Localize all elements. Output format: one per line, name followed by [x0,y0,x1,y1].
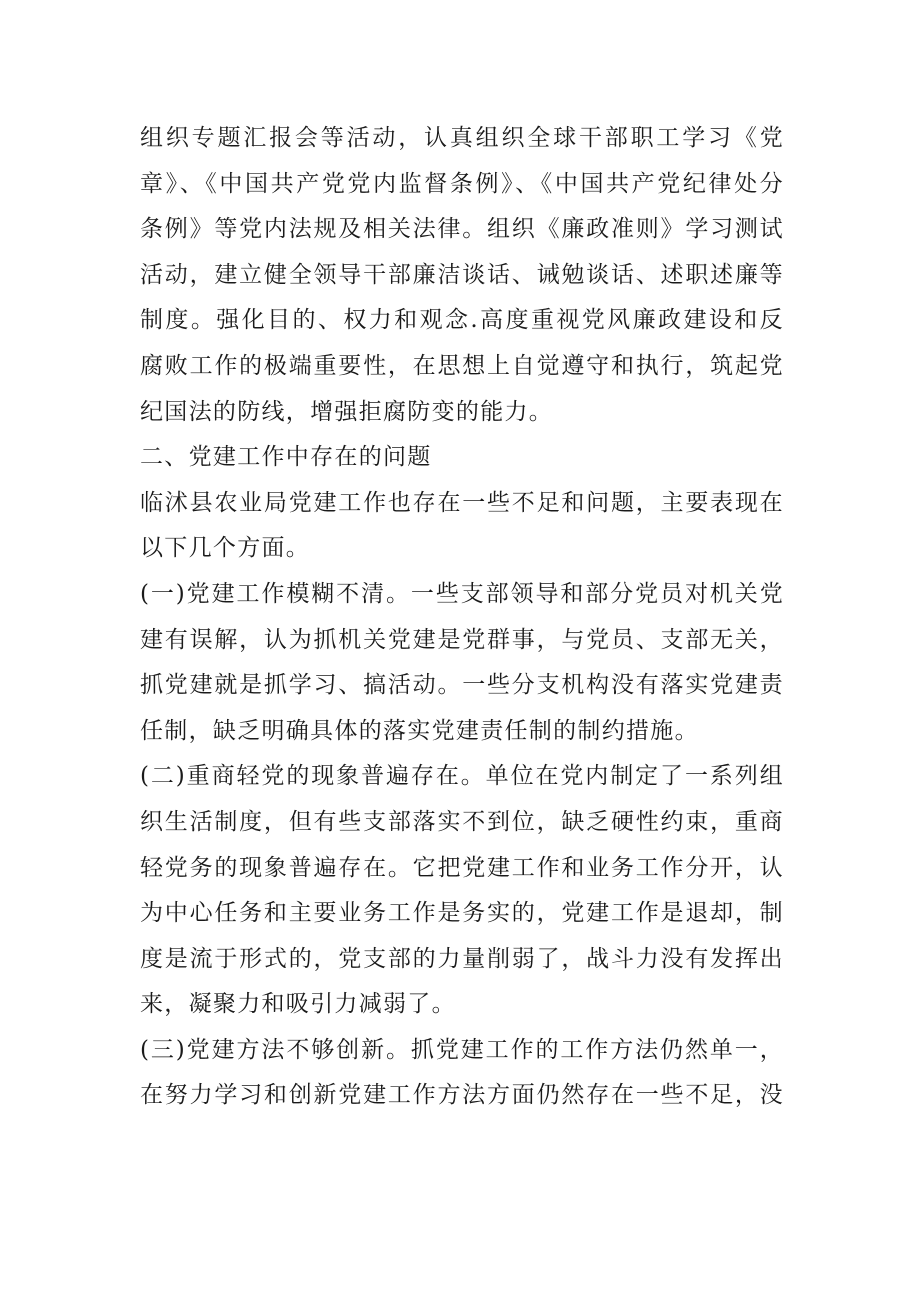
text-line: 轻党务的现象普遍存在。它把党建工作和业务工作分开，认 [140,854,784,881]
text-line: 来，凝聚力和吸引力减弱了。 [140,991,456,1018]
text-line: (二)重商轻党的现象普遍存在。单位在党内制定了一系列组 [140,763,784,790]
text-line: 条例》等党内法规及相关法律。组织《廉政准则》学习测试 [140,216,784,243]
text-line: 在努力学习和创新党建工作方法方面仍然存在一些不足，没 [140,1082,784,1109]
text-line: 以下几个方面。 [140,535,311,562]
text-line: 制度。强化目的、权力和观念.高度重视党风廉政建设和反 [140,307,784,334]
text-line: 抓党建就是抓学习、搞活动。一些分支机构没有落实党建责 [140,672,784,699]
text-line: 章》、《中国共产党党内监督条例》、《中国共产党纪律处分 [140,170,784,197]
text-line: 任制，缺乏明确具体的落实党建责任制的制约措施。 [140,717,699,744]
document-body [140,116,784,1119]
text-line: (三)党建方法不够创新。抓党建工作的工作方法仍然单一， [140,1036,784,1063]
text-line: 织生活制度，但有些支部落实不到位，缺乏硬性约束，重商 [140,808,784,835]
text-line: 活动，建立健全领导干部廉洁谈话、诫勉谈话、述职述廉等 [140,261,784,288]
section-heading: 二、党建工作中存在的问题 [140,444,432,471]
text-line: 临沭县农业局党建工作也存在一些不足和问题，主要表现在 [140,489,784,516]
text-line: 建有误解，认为抓机关党建是党群事，与党员、支部无关， [140,626,784,653]
text-line: 纪国法的防线，增强拒腐防变的能力。 [140,398,554,425]
text-line: 度是流于形式的，党支部的力量削弱了，战斗力没有发挥出 [140,945,784,972]
text-line: (一)党建工作模糊不清。一些支部领导和部分党员对机关党 [140,580,784,607]
text-line: 组织专题汇报会等活动，认真组织全球干部职工学习《党 [140,125,784,151]
text-line: 为中心任务和主要业务工作是务实的，党建工作是退却，制 [140,900,784,927]
text-line: 腐败工作的极端重要性，在思想上自觉遵守和执行，筑起党 [140,352,784,379]
